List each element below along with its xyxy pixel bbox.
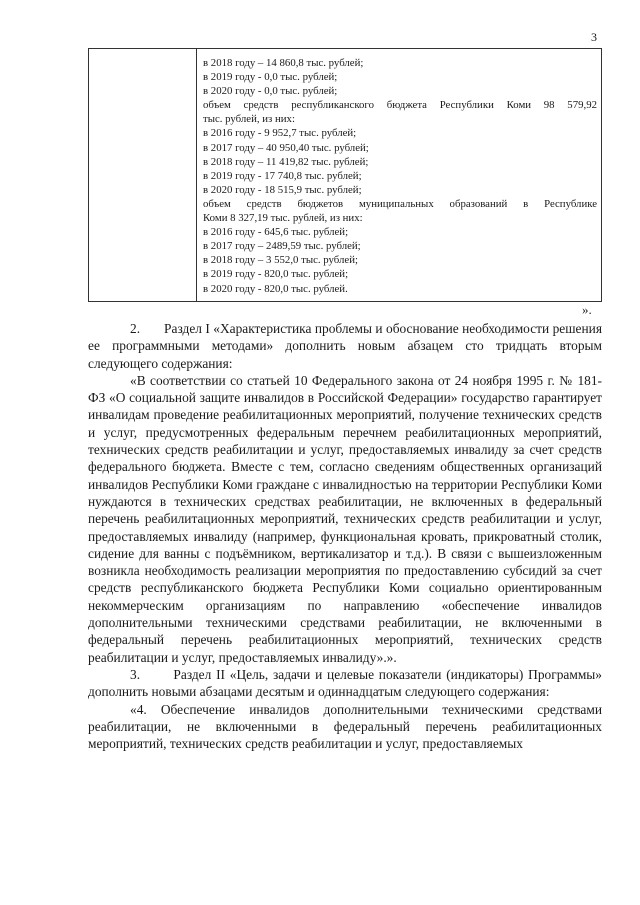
table-cell-line: в 2018 году – 3 552,0 тыс. рублей; — [203, 254, 358, 267]
table-cell-line: в 2020 году - 18 515,9 тыс. рублей; — [203, 183, 362, 196]
table-cell-line: в 2020 году - 820,0 тыс. рублей. — [203, 282, 348, 295]
table-cell-line: объем средств республиканского бюджета Республики Коми 98 579,92 — [203, 99, 597, 112]
table-cell-line: в 2017 году – 40 950,40 тыс. рублей; — [203, 141, 369, 154]
funding-table-cell — [203, 56, 597, 296]
table-cell-line: Коми 8 327,19 тыс. рублей, из них: — [203, 212, 363, 225]
page-number: 3 — [591, 30, 597, 44]
table-column-divider — [196, 49, 197, 301]
table-cell-line: в 2018 году – 14 860,8 тыс. рублей; — [203, 57, 364, 69]
table-cell-line: в 2019 году - 17 740,8 тыс. рублей; — [203, 169, 362, 182]
table-cell-line: в 2019 году - 0,0 тыс. рублей; — [203, 71, 338, 84]
document-body — [88, 320, 602, 752]
paragraph-quote-section-2: «4. Обеспечение инвалидов дополнительными техническими средствами реабилитации, не включенными в федеральный перечень реабилитационных мероприятий, технических средств реабилитации и услуг, предоставляемых — [88, 701, 602, 752]
paragraph-item-2: 2. Раздел I «Характеристика проблемы и обоснование необходимости решения ее программными методами» дополнить новым абзацем сто тридцать вторым следующего содержания: — [88, 321, 602, 371]
funding-table — [88, 48, 602, 302]
table-closing-mark: ». — [582, 302, 592, 317]
table-cell-line: тыс. рублей, из них: — [203, 113, 295, 126]
paragraph-quote-section-1: «В соответствии со статьей 10 Федерального закона от 24 ноября 1995 г. № 181-ФЗ «О социальной защите инвалидов в Российской Федерации» государство гарантирует инвалидам проведение реабилитационных мероприятий, получение технических средств и услуг, предусмотренных федеральным перечнем реабилитационных мероприятий, технических средств реабилитации и услуг, предоставляемых инвалиду за счет средств федерального бюджета. Вместе с тем, согласно сведениям общественных организаций инвалидов Республики Коми граждане с инвалидностью на территории Республики Коми нуждаются в технических средствах реабилитации, не включенных в федеральный перечень реабилитационных мероприятий, технических средств реабилитации и услуг, предоставляемых инвалиду (например, функциональная кровать, прикроватный столик, сидение для ванны с подъёмником, вертикализатор и т.д.). В связи с вышеизложенным возникла необходимость реализации мероприятия по предоставлению субсидий за счет средств республиканского бюджета Республики Коми социально ориентированным некоммерческим организациям по направлению «обеспечение инвалидов дополнительными техническими средствами реабилитации, не включенными в федеральный перечень реабилитационных мероприятий, технических средств реабилитации и услуг, предоставляемых инвалиду».». — [88, 372, 602, 665]
table-cell-line: в 2020 году - 0,0 тыс. рублей; — [203, 85, 338, 98]
table-cell-line: в 2018 году – 11 419,82 тыс. рублей; — [203, 155, 369, 168]
table-cell-line: объем средств бюджетов муниципальных образований в Республике — [203, 197, 597, 210]
table-cell-line: в 2016 году - 645,6 тыс. рублей; — [203, 226, 349, 239]
paragraph-item-3: 3. Раздел II «Цель, задачи и целевые показатели (индикаторы) Программы» дополнить новыми абзацами десятым и одиннадцатым следующего содержания: — [88, 666, 602, 700]
table-cell-line: в 2017 году – 2489,59 тыс. рублей; — [203, 240, 361, 253]
table-cell-line: в 2016 году - 9 952,7 тыс. рублей; — [203, 127, 357, 140]
table-cell-line: в 2019 году - 820,0 тыс. рублей; — [203, 268, 349, 281]
